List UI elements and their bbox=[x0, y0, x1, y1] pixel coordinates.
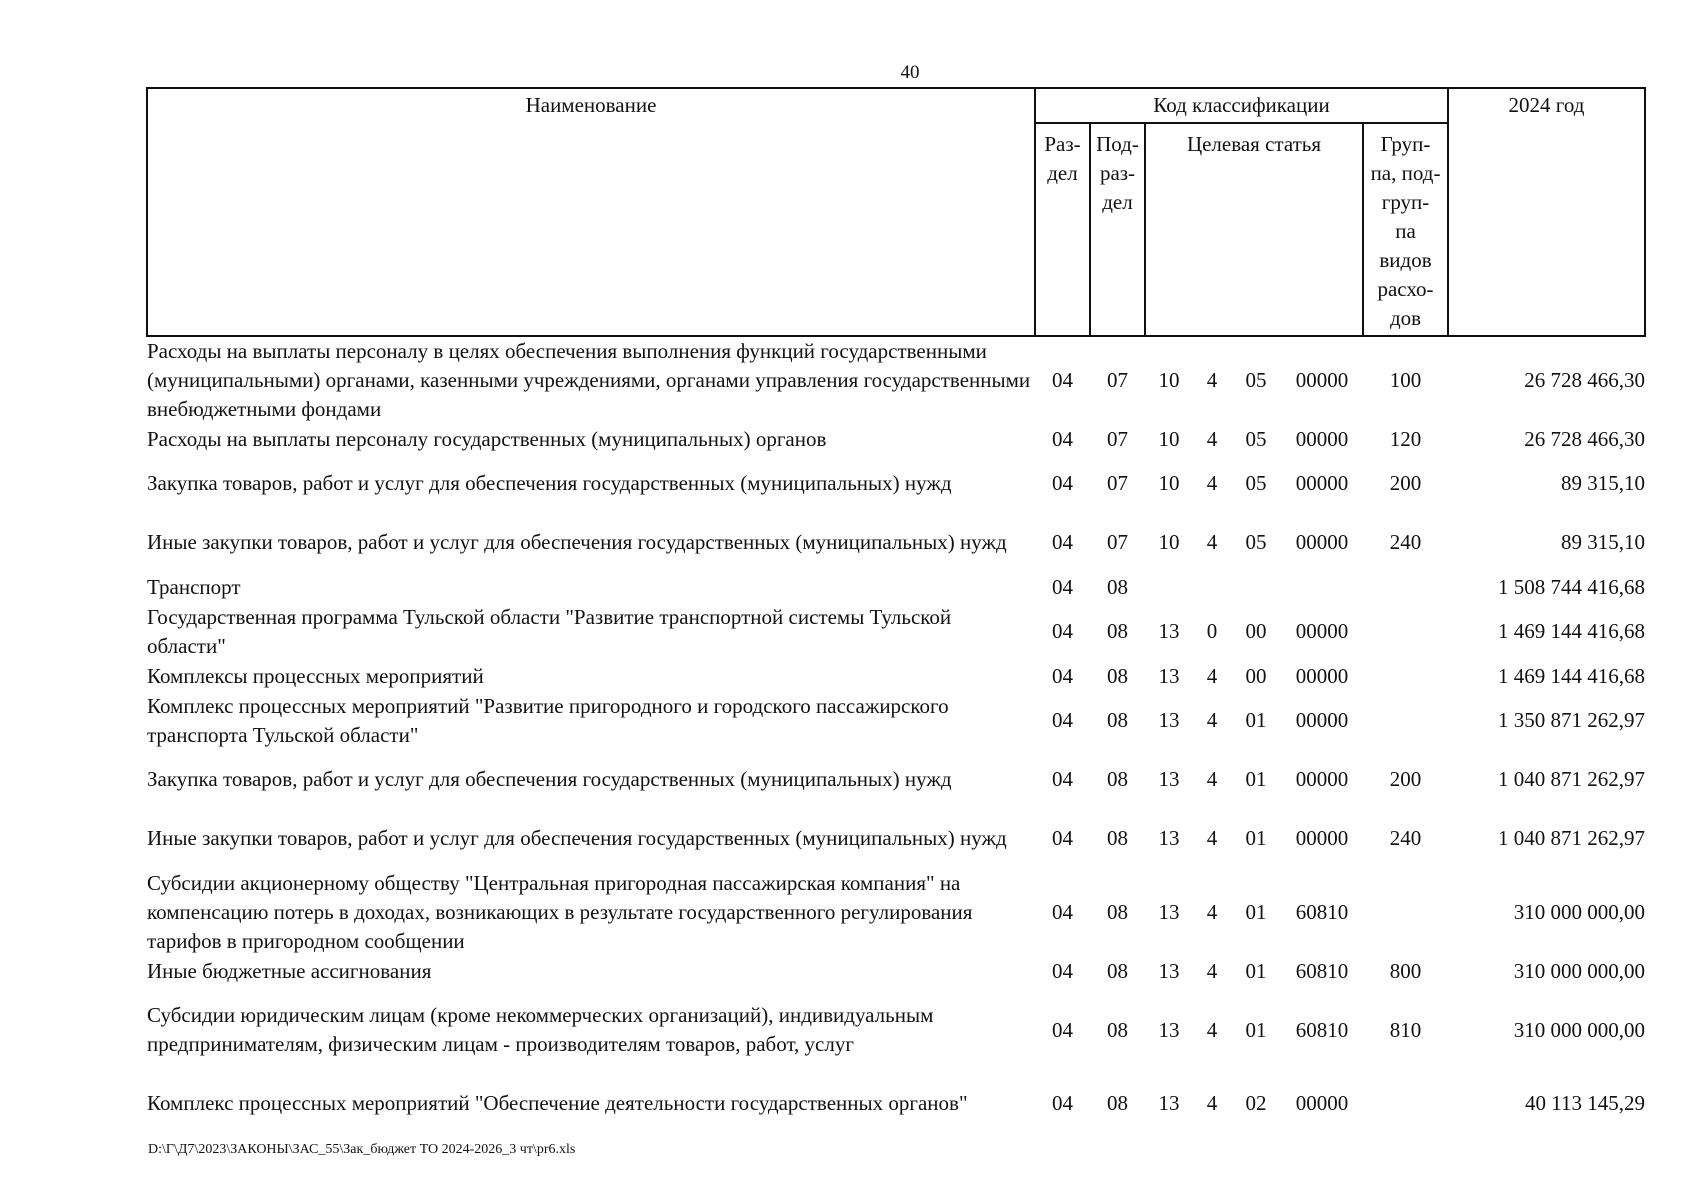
row-name: Транспорт bbox=[147, 574, 241, 599]
row-razdel: 04 bbox=[1052, 368, 1073, 392]
row-podrazdel: 08 bbox=[1107, 826, 1128, 850]
row-cs2: 4 bbox=[1206, 826, 1218, 850]
row-amount: 1 350 871 262,97 bbox=[1498, 708, 1646, 732]
row-cs2: 4 bbox=[1206, 899, 1218, 924]
row-cs1: 13 bbox=[1158, 708, 1180, 732]
row-cs2: 4 bbox=[1206, 530, 1218, 554]
header-subsection bbox=[1090, 123, 1145, 336]
row-razdel: 04 bbox=[1052, 530, 1073, 554]
row-vr: 200 bbox=[1389, 767, 1422, 791]
row-cs3 bbox=[1231, 572, 1281, 602]
row-cs2: 4 bbox=[1206, 958, 1218, 983]
row-amount: 26 728 466,30 bbox=[1524, 368, 1646, 392]
row-razdel: 04 bbox=[1052, 899, 1073, 924]
table-body bbox=[147, 336, 1645, 1133]
row-cs1: 13 bbox=[1158, 826, 1180, 850]
row-vr: 240 bbox=[1389, 826, 1422, 850]
header-year: 2024 год bbox=[1448, 88, 1645, 336]
row-cs3: 05 bbox=[1245, 530, 1267, 554]
header-subsection-text: Под- раз- дел bbox=[1096, 132, 1139, 214]
row-cs4: 60810 bbox=[1295, 958, 1349, 983]
header-section-text: Раз- дел bbox=[1044, 132, 1081, 185]
row-razdel: 04 bbox=[1052, 767, 1073, 791]
row-vr bbox=[1363, 602, 1448, 661]
row-vr bbox=[1363, 1074, 1448, 1133]
row-amount: 89 315,10 bbox=[1561, 530, 1646, 554]
row-razdel: 04 bbox=[1052, 471, 1073, 495]
table-row bbox=[147, 572, 1645, 602]
row-cs1: 13 bbox=[1158, 619, 1180, 643]
row-amount: 89 315,10 bbox=[1561, 471, 1646, 495]
row-cs4: 00000 bbox=[1295, 530, 1349, 554]
row-podrazdel: 08 bbox=[1107, 708, 1128, 732]
row-amount: 26 728 466,30 bbox=[1524, 426, 1646, 451]
row-cs2: 4 bbox=[1206, 471, 1218, 495]
row-cs4: 00000 bbox=[1295, 619, 1349, 643]
row-cs3: 00 bbox=[1245, 619, 1267, 643]
row-cs4: 00000 bbox=[1295, 368, 1349, 392]
row-name: Закупка товаров, работ и услуг для обеспечения государственных (муниципальных) нужд bbox=[147, 471, 952, 495]
row-cs3: 02 bbox=[1245, 1091, 1267, 1115]
row-razdel: 04 bbox=[1052, 1017, 1073, 1042]
row-name: Комплекс процессных мероприятий "Развитие пригородного и городского пассажирского транспорта Тульской области" bbox=[147, 693, 949, 747]
row-cs2: 4 bbox=[1206, 1017, 1218, 1042]
row-name: Комплекс процессных мероприятий "Обеспечение деятельности государственных органов" bbox=[147, 1091, 968, 1115]
header-group-text: Груп- па, под- груп- па видов расхо- дов bbox=[1370, 132, 1441, 330]
row-cs2: 4 bbox=[1206, 368, 1218, 392]
row-cs1: 13 bbox=[1158, 767, 1180, 791]
row-podrazdel: 08 bbox=[1107, 1091, 1128, 1115]
row-podrazdel: 08 bbox=[1107, 619, 1128, 643]
row-amount: 1 469 144 416,68 bbox=[1498, 619, 1646, 643]
row-podrazdel: 08 bbox=[1107, 899, 1128, 924]
table-row bbox=[147, 454, 1645, 513]
row-podrazdel: 08 bbox=[1107, 958, 1128, 983]
row-amount: 1 040 871 262,97 bbox=[1498, 767, 1646, 791]
header-section bbox=[1035, 123, 1090, 336]
table-row bbox=[147, 691, 1645, 750]
row-cs3: 01 bbox=[1245, 826, 1267, 850]
row-name: Субсидии акционерному обществу "Центральная пригородная пассажирская компания" на компенсацию потерь в доходах, возникающих в результате государственного регулирования тарифов в пригородном сообщении bbox=[147, 870, 973, 953]
row-vr: 810 bbox=[1389, 1017, 1422, 1042]
row-cs3: 05 bbox=[1245, 471, 1267, 495]
row-cs4: 00000 bbox=[1295, 426, 1349, 451]
row-podrazdel: 08 bbox=[1107, 1017, 1128, 1042]
table-row bbox=[147, 986, 1645, 1074]
page-number: 40 bbox=[900, 62, 920, 83]
row-amount: 310 000 000,00 bbox=[1513, 1017, 1646, 1042]
row-razdel: 04 bbox=[1052, 663, 1073, 688]
row-name: Иные закупки товаров, работ и услуг для обеспечения государственных (муниципальных) нужд bbox=[147, 826, 1007, 850]
row-name: Закупка товаров, работ и услуг для обеспечения государственных (муниципальных) нужд bbox=[147, 767, 952, 791]
row-cs1: 13 bbox=[1158, 1091, 1180, 1115]
row-podrazdel: 08 bbox=[1107, 574, 1128, 599]
row-cs2: 4 bbox=[1206, 708, 1218, 732]
row-name: Комплексы процессных мероприятий bbox=[147, 663, 484, 688]
header-name: Наименование bbox=[147, 88, 1035, 336]
row-name: Иные бюджетные ассигнования bbox=[147, 958, 432, 983]
row-podrazdel: 07 bbox=[1107, 471, 1128, 495]
row-cs3: 01 bbox=[1245, 708, 1267, 732]
header-target-article: Целевая статья bbox=[1145, 123, 1363, 336]
row-podrazdel: 07 bbox=[1107, 426, 1128, 451]
row-razdel: 04 bbox=[1052, 826, 1073, 850]
table-row bbox=[147, 424, 1645, 454]
row-name: Расходы на выплаты персоналу государственных (муниципальных) органов bbox=[147, 426, 827, 451]
row-cs3: 01 bbox=[1245, 1017, 1267, 1042]
row-vr: 240 bbox=[1389, 530, 1422, 554]
row-razdel: 04 bbox=[1052, 958, 1073, 983]
table-row bbox=[147, 868, 1645, 956]
row-cs3: 01 bbox=[1245, 767, 1267, 791]
table-row bbox=[147, 661, 1645, 691]
row-name: Расходы на выплаты персоналу в целях обеспечения выполнения функций государственными (муниципальными) органами, казенными учреждениями, органами управления государственными внебюджетными фондами bbox=[147, 339, 1031, 421]
row-vr: 200 bbox=[1389, 471, 1422, 495]
table-row bbox=[147, 750, 1645, 809]
row-podrazdel: 07 bbox=[1107, 530, 1128, 554]
row-cs3: 01 bbox=[1245, 899, 1267, 924]
row-cs4: 60810 bbox=[1295, 1017, 1349, 1042]
row-cs4: 00000 bbox=[1295, 663, 1349, 688]
row-vr: 800 bbox=[1389, 958, 1422, 983]
table-row bbox=[147, 1074, 1645, 1133]
table-row bbox=[147, 956, 1645, 986]
row-vr: 100 bbox=[1389, 368, 1422, 392]
row-razdel: 04 bbox=[1052, 426, 1073, 451]
row-cs1: 10 bbox=[1158, 426, 1180, 451]
row-cs2: 4 bbox=[1206, 663, 1218, 688]
row-razdel: 04 bbox=[1052, 708, 1073, 732]
row-vr bbox=[1363, 868, 1448, 956]
row-cs1: 13 bbox=[1158, 958, 1180, 983]
row-cs3: 05 bbox=[1245, 426, 1267, 451]
row-podrazdel: 07 bbox=[1107, 368, 1128, 392]
row-name: Субсидии юридическим лицам (кроме некоммерческих организаций), индивидуальным предпринимателям, физическим лицам - производителям товаров, работ, услуг bbox=[147, 1003, 934, 1056]
row-cs4: 00000 bbox=[1295, 767, 1349, 791]
row-cs4 bbox=[1281, 572, 1363, 602]
table-header bbox=[147, 88, 1645, 336]
footer-file-path: D:\Г\Д7\2023\ЗАКОНЫ\ЗАС_55\Зак_бюджет ТО 2024-2026_3 чт\pr6.xls bbox=[148, 1142, 576, 1157]
table-row bbox=[147, 809, 1645, 868]
row-amount: 310 000 000,00 bbox=[1513, 899, 1646, 924]
row-cs4: 00000 bbox=[1295, 471, 1349, 495]
row-cs1 bbox=[1145, 572, 1193, 602]
row-vr bbox=[1363, 661, 1448, 691]
row-amount: 1 040 871 262,97 bbox=[1498, 826, 1646, 850]
row-cs4: 00000 bbox=[1295, 826, 1349, 850]
row-cs1: 10 bbox=[1158, 368, 1180, 392]
row-cs4: 60810 bbox=[1295, 899, 1349, 924]
row-name: Иные закупки товаров, работ и услуг для обеспечения государственных (муниципальных) нужд bbox=[147, 530, 1007, 554]
row-cs2: 4 bbox=[1206, 1091, 1218, 1115]
row-cs2: 4 bbox=[1206, 767, 1218, 791]
row-razdel: 04 bbox=[1052, 1091, 1073, 1115]
row-vr bbox=[1363, 691, 1448, 750]
row-amount: 40 113 145,29 bbox=[1525, 1091, 1646, 1115]
row-name: Государственная программа Тульской области "Развитие транспортной системы Тульской области" bbox=[147, 604, 952, 658]
row-cs2: 0 bbox=[1206, 619, 1218, 643]
table-row bbox=[147, 602, 1645, 661]
row-cs2: 4 bbox=[1206, 426, 1218, 451]
row-podrazdel: 08 bbox=[1107, 767, 1128, 791]
row-vr bbox=[1363, 572, 1448, 602]
header-classification: Код классификации bbox=[1035, 88, 1448, 123]
row-cs2 bbox=[1193, 572, 1231, 602]
table-row bbox=[147, 336, 1645, 424]
row-amount: 310 000 000,00 bbox=[1513, 958, 1646, 983]
row-cs1: 13 bbox=[1158, 663, 1180, 688]
row-cs4: 00000 bbox=[1295, 708, 1349, 732]
budget-table bbox=[146, 87, 1646, 1133]
table-row bbox=[147, 513, 1645, 572]
row-podrazdel: 08 bbox=[1107, 663, 1128, 688]
row-cs1: 13 bbox=[1158, 899, 1180, 924]
row-cs1: 10 bbox=[1158, 530, 1180, 554]
row-razdel: 04 bbox=[1052, 574, 1073, 599]
row-cs3: 01 bbox=[1245, 958, 1267, 983]
row-amount: 1 469 144 416,68 bbox=[1498, 663, 1646, 688]
row-cs1: 10 bbox=[1158, 471, 1180, 495]
row-cs4: 00000 bbox=[1295, 1091, 1349, 1115]
row-amount: 1 508 744 416,68 bbox=[1498, 574, 1646, 599]
row-razdel: 04 bbox=[1052, 619, 1073, 643]
row-cs3: 05 bbox=[1245, 368, 1267, 392]
row-cs1: 13 bbox=[1158, 1017, 1180, 1042]
header-group bbox=[1363, 123, 1448, 336]
row-cs3: 00 bbox=[1245, 663, 1267, 688]
row-vr: 120 bbox=[1389, 426, 1422, 451]
